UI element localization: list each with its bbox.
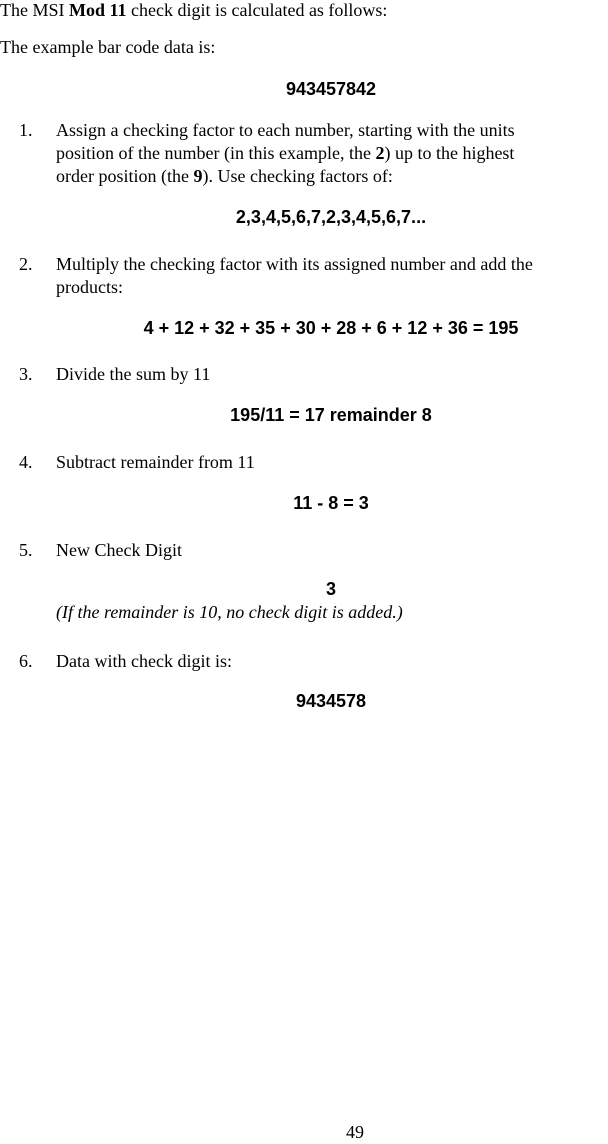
step-4-formula: 11 - 8 = 3	[293, 493, 369, 513]
step-2-text	[56, 253, 606, 299]
step-3-formula: 195/11 = 17 remainder 8	[230, 405, 432, 425]
step-4-text: Subtract remainder from 11	[56, 452, 255, 472]
step-1-line-1: Assign a checking factor to each number, starting with the units	[56, 120, 515, 140]
intro-line	[0, 0, 387, 22]
step-6-text: Data with check digit is:	[56, 651, 232, 671]
intro-text-post: check digit is calculated as follows:	[126, 0, 388, 20]
step-3-text: Divide the sum by 11	[56, 364, 211, 384]
step-2-number: 2.	[19, 254, 33, 274]
step-2-line-1: Multiply the checking factor with its assigned number and add the	[56, 254, 533, 274]
step-3-number: 3.	[19, 364, 33, 384]
step-6-formula: 9434578	[295, 691, 367, 711]
step-1-text	[56, 119, 606, 188]
step-1-number: 1.	[19, 120, 33, 140]
intro-text-bold: Mod 11	[69, 0, 127, 20]
step-6-number: 6.	[19, 651, 33, 671]
step-5-number: 5.	[19, 540, 33, 560]
step-1-line-2: position of the number (in this example, the 2) up to the highest	[56, 143, 515, 163]
step-5-formula: 3	[325, 579, 336, 599]
intro-text-pre: The MSI	[0, 0, 69, 20]
step-2-line-2: products:	[56, 277, 123, 297]
step-2-formula: 4 + 12 + 32 + 35 + 30 + 28 + 6 + 12 + 36 = 195	[143, 318, 519, 338]
step-4-number: 4.	[19, 452, 33, 472]
step-1-line-3: order position (the 9). Use checking factors of:	[56, 166, 393, 186]
example-intro-line: The example bar code data is:	[0, 37, 216, 57]
example-data: 943457842	[285, 79, 377, 99]
page-number: 49	[346, 1122, 364, 1142]
step-1-formula: 2,3,4,5,6,7,2,3,4,5,6,7...	[235, 207, 427, 227]
step-5-text: New Check Digit	[56, 540, 182, 560]
step-5-note: (If the remainder is 10, no check digit is added.)	[56, 602, 403, 622]
